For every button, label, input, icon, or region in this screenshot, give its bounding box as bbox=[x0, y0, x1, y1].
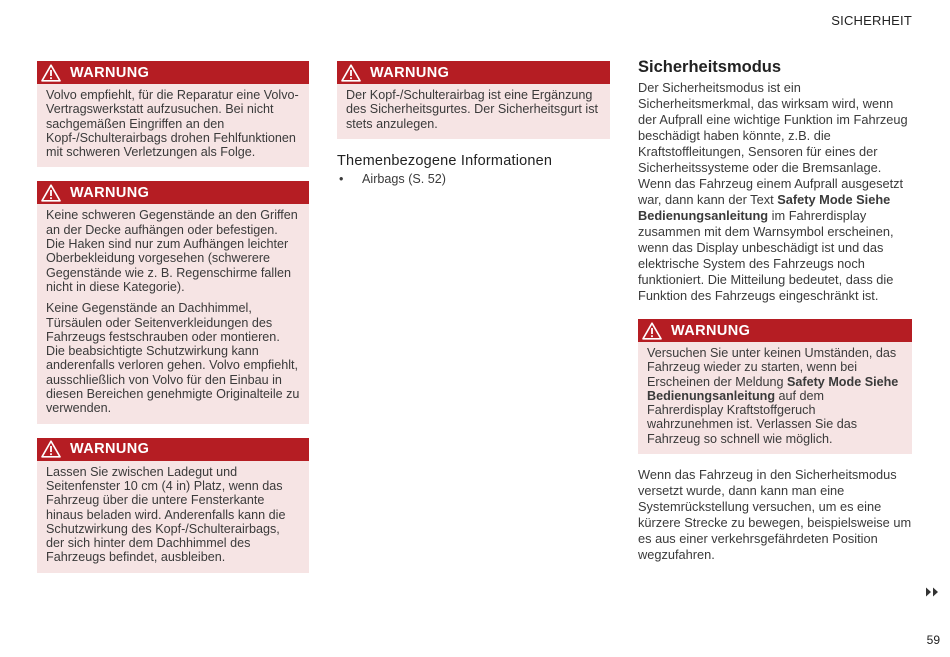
warning-box bbox=[337, 61, 610, 139]
warning-body bbox=[37, 461, 309, 573]
body-paragraph: Wenn das Fahrzeug in den Sicherheitsmodus versetzt wurde, dann kann man eine Systemrückstellung versuchen, um es eine kürzere Strecke zu bewegen, beispielsweise um es aus einer verkehrsgefährdeten Position wegzufahren. bbox=[638, 467, 912, 563]
warning-header bbox=[337, 61, 610, 84]
warning-label: WARNUNG bbox=[370, 64, 450, 81]
warning-body bbox=[37, 204, 309, 423]
bullet: • bbox=[339, 171, 344, 186]
text-run: im Fahrerdisplay zusammen mit dem Warnsymbol erscheinen, wenn das Display unbeschädigt ist und das elektrische System des Fahrzeugs noch funktioniert. Die Mitteilung bedeutet, dass die Funktion des Fahrzeugs eingeschränkt ist. bbox=[638, 208, 894, 303]
text-run: auf dem Fahrerdisplay Kraftstoffgeruch wahrzunehmen ist. Verlassen Sie das Fahrzeug so schnell wie möglich. bbox=[647, 388, 858, 446]
related-info-heading: Themenbezogene Informationen bbox=[337, 152, 553, 169]
display-message: Safety Mode Siehe Bedienungsanleitung bbox=[638, 192, 891, 223]
warning-body bbox=[337, 84, 610, 139]
related-link-text[interactable]: Airbags (S. 52) bbox=[362, 171, 446, 186]
warning-box bbox=[638, 319, 912, 454]
warning-triangle-icon bbox=[41, 64, 61, 82]
warning-header bbox=[37, 181, 309, 204]
warning-label: WARNUNG bbox=[671, 322, 751, 339]
warning-body bbox=[638, 342, 912, 454]
warning-label: WARNUNG bbox=[70, 441, 150, 458]
warning-label: WARNUNG bbox=[70, 64, 150, 81]
warning-text: Der Kopf-/Schulterairbag ist eine Ergänzung des Sicherheitsgurtes. Der Sicherheitsgurt ist stets anzulegen. bbox=[346, 88, 598, 131]
section-title: SICHERHEIT bbox=[831, 13, 912, 28]
warning-text: Keine schweren Gegenstände an den Griffen an der Decke aufhängen oder befestigen. Die Haken sind nur zum Aufhängen leichter Oberbekleidung vorgesehen (schwerere Gegenstände wie z. B. Regenschirme fallen nicht in diese Kategorie). bbox=[46, 208, 298, 294]
middle-column bbox=[337, 61, 610, 186]
text-run: Versuchen Sie unter keinen Umständen, das Fahrzeug wieder zu starten, wenn bei Erscheinen der Meldung bbox=[647, 346, 897, 389]
warning-triangle-icon bbox=[41, 440, 61, 458]
body-paragraph: Der Sicherheitsmodus ist ein Sicherheitsmerkmal, das wirksam wird, wenn der Aufprall eine wichtige Funktion im Fahrzeug beschädigt haben könnte, z.B. die Kraftstoffleitungen, Sensoren für eines der Sicherheitssysteme oder die Bremsanlage. bbox=[638, 80, 908, 175]
warning-label: WARNUNG bbox=[70, 184, 150, 201]
warning-box bbox=[37, 438, 309, 573]
warning-box bbox=[37, 61, 309, 167]
warning-header bbox=[638, 319, 912, 342]
left-column bbox=[37, 61, 309, 587]
warning-text bbox=[647, 346, 903, 446]
warning-box bbox=[37, 181, 309, 423]
double-chevron-right-icon[interactable] bbox=[925, 586, 939, 598]
page-number: 59 bbox=[926, 633, 940, 647]
text-run: Wenn das Fahrzeug einem Aufprall ausgesetzt war, dann kann der Text bbox=[638, 176, 904, 207]
warning-header bbox=[37, 61, 309, 84]
warning-body bbox=[37, 84, 309, 167]
warning-triangle-icon bbox=[41, 184, 61, 202]
right-column bbox=[638, 58, 912, 563]
display-message: Safety Mode Siehe Bedienungsanleitung bbox=[647, 374, 899, 403]
warning-text: Volvo empfiehlt, für die Reparatur eine Volvo-Vertragswerkstatt aufzusuchen. Bei nicht sachgemäßen Eingriffen an den Kopf-/Schulterairbags drohen Fehlfunktionen mit schweren Verletzungen als Folge. bbox=[46, 88, 299, 160]
section-heading: Sicherheitsmodus bbox=[638, 58, 782, 76]
body-paragraph bbox=[638, 176, 912, 304]
warning-header bbox=[37, 438, 309, 461]
warning-triangle-icon bbox=[341, 64, 361, 82]
related-link-item[interactable] bbox=[337, 172, 610, 186]
warning-triangle-icon bbox=[642, 322, 662, 340]
warning-text: Keine Gegenstände an Dachhimmel, Türsäulen oder Seitenverkleidungen des Fahrzeugs festschrauben oder montieren. Die beabsichtigte Schutzwirkung kann anderenfalls verloren gehen. Volvo empfiehlt, ausschließlich von Volvo für den Einbau in diesen Bereichen genehmigte Originalteile zu verwenden. bbox=[46, 301, 300, 416]
warning-text: Lassen Sie zwischen Ladegut und Seitenfenster 10 cm (4 in) Platz, wenn das Fahrzeug über die untere Fensterkante hinaus beladen wird. Anderenfalls kann die Schutzwirkung des Kopf-/Schulterairbags, der sich hinter dem Dachhimmel des Fahrzeugs befindet, ausbleiben. bbox=[46, 464, 286, 565]
